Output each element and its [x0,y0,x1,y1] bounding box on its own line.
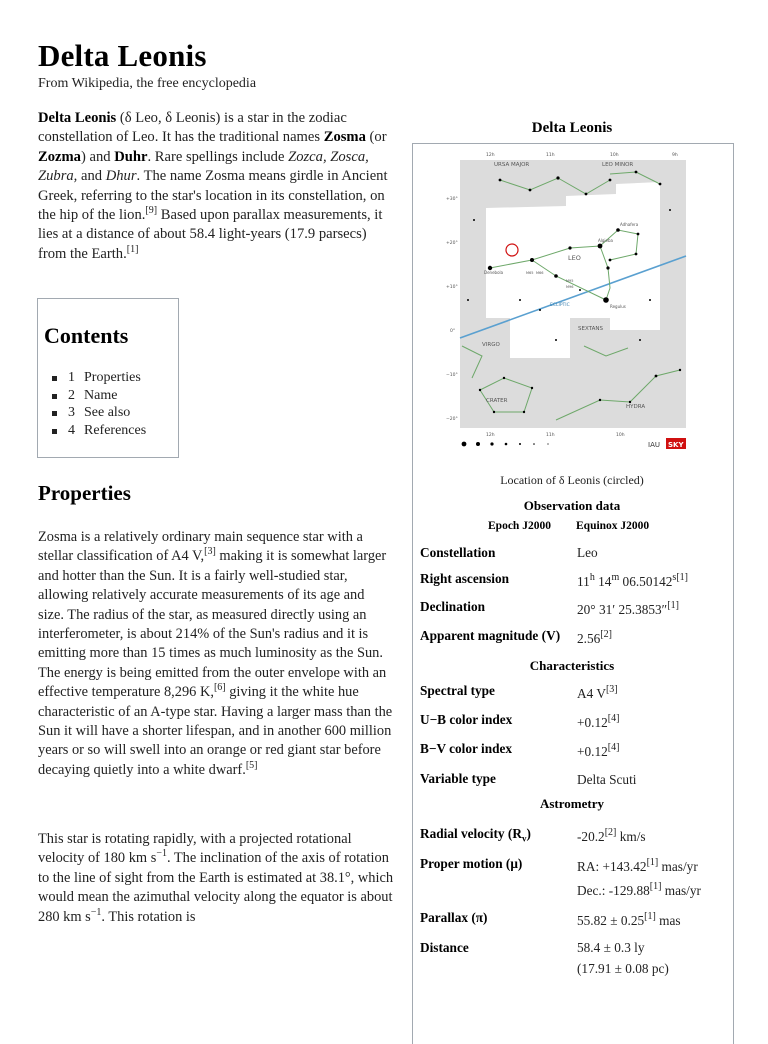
toc-number: 2 [68,387,75,403]
name-dhur: Dhur [105,168,137,185]
exponent: −1 [90,906,102,918]
magnitude-text: 2.56 [577,631,601,646]
lead-name: Delta Leonis [38,110,117,126]
body-text: This star is rotating rapidly, with a projected rotational velocity of 180 km s [38,831,352,867]
ra-unit: h [589,572,595,583]
bv-text: +0.12 [577,744,608,759]
label-spectral-type: Spectral type [420,683,495,698]
map-label-hydra: HYDRA [626,404,646,410]
rare-spellings: Zozca, Zosca, Zubra, [38,148,369,185]
toc-label: Properties [84,370,141,385]
ra-tick: 10h [610,153,619,158]
label-bv-color-index[interactable]: B−V color index [420,741,513,756]
label-proper-motion[interactable]: Proper motion (μ) [420,856,523,871]
ra-unit: s [672,572,677,583]
lead-text: (or [365,129,387,146]
body-text: Zosma is a relatively ordinary main sequence star with a stellar classification of A4 V, [38,529,363,565]
equinox-label: Equinox J2000 [576,520,650,532]
parallax-text: 55.82 ± 0.25 [577,913,645,928]
ra-seconds: 06.50142 [619,574,673,589]
radial-text: -20.2 [577,829,605,844]
reference-link[interactable]: [6] [213,682,226,694]
map-label-m65: M65 [526,271,534,275]
body-text: . This rotation is [101,908,196,925]
dec-tick: −20° [446,417,458,422]
label-variable-type[interactable]: Variable type [420,771,496,786]
map-label-virgo: VIRGO [482,342,500,348]
ra-tick: 10h [616,433,625,438]
dec-tick: +10° [446,285,458,290]
properties-paragraph-2 [38,830,394,927]
value-distance-pc: (17.91 ± 0.08 pc) [577,961,669,976]
reference-link[interactable]: [1] [667,600,679,611]
reference-link[interactable]: [9] [145,205,158,217]
value-radial-velocity [577,829,646,845]
section-observation-data: Observation data [523,498,621,513]
lead-text: ) and [80,148,115,165]
label-declination: Declination [420,599,486,614]
proper-ra-text: RA: +143.42 [577,859,647,874]
value-constellation[interactable]: Leo [577,545,598,560]
ra-unit: m [611,572,620,583]
map-label-ecliptic: ECLIPTIC [550,303,570,308]
parallax-unit: mas [655,913,681,928]
value-right-ascension [577,574,688,590]
table-of-contents [37,298,179,458]
map-label-leo-minor: LEO MINOR [602,162,634,168]
map-label-m95: M95 [566,279,574,283]
infobox-title: Delta Leonis [531,120,613,136]
map-label-m66: M66 [536,271,544,275]
reference-link[interactable]: [5] [245,759,258,771]
value-proper-motion-dec [577,883,701,899]
toc-item-references[interactable] [68,422,146,440]
spectral-text[interactable]: A4 V [577,686,606,701]
map-label-algieba: Algieba [598,238,613,243]
map-label-m96: M96 [566,285,574,289]
dec-tick: +30° [446,197,458,202]
label-radial-velocity[interactable] [420,826,531,844]
sky-logo-text: SKY [668,441,684,449]
map-label-ursa-major: URSA MAJOR [494,162,530,168]
toc-label: See also [84,405,131,421]
ra-tick: 12h [486,433,495,438]
reference-link[interactable]: [1] [646,857,659,868]
value-declination [577,602,679,618]
article-title: Delta Leonis [38,38,207,73]
map-label-adhafera: Adhafera [620,222,639,227]
value-parallax [577,913,681,929]
value-ub-color-index [577,715,619,731]
ra-tick: 11h [546,433,555,438]
section-astrometry: Astrometry [539,796,604,811]
article-subtitle: From Wikipedia, the free encyclopedia [38,76,257,91]
dec-tick: 0° [450,329,456,334]
reference-link[interactable]: [4] [607,742,620,753]
epoch-label: Epoch J2000 [488,520,551,532]
section-heading-properties: Properties [38,481,131,505]
exponent: −1 [156,848,167,860]
proper-dec-text: Dec.: -129.88 [577,883,650,898]
lead-text: and [77,168,106,185]
dec-tick: −10° [446,373,458,378]
section-characteristics: Characteristics [529,658,615,673]
ra-hours: 11 [577,574,590,589]
declination-text: 20° 31′ 25.3853″ [577,602,668,617]
radial-label-end: ) [526,826,531,841]
toc-item-name[interactable] [68,387,146,405]
toc-number: 3 [68,405,75,421]
reference-link[interactable]: [4] [607,713,620,724]
lead-text: . The name Zosma means girdle in Ancient Greek, referring to the star's location in its constellation, on the hip of the lion. [38,168,388,224]
toc-number: 4 [68,423,75,439]
value-spectral-type [577,686,618,702]
name-zozma: Zozma [38,148,81,165]
toc-number: 1 [68,370,75,385]
lead-text: . Rare spellings include [147,148,289,165]
body-text: . The inclination of the axis of rotation to the line of sight from the Earth is estimated at 38.1°, which would mean the azimuthal velocity along the equator is about 280 km s [38,850,394,925]
value-variable-type[interactable]: Delta Scuti [577,772,637,787]
label-apparent-magnitude: Apparent magnitude (V) [420,628,561,643]
reference-link[interactable]: [3] [605,684,618,695]
proper-ra-unit: mas/yr [658,859,698,874]
name-duhr: Duhr [114,148,148,165]
toc-item-see-also[interactable] [68,404,146,422]
label-parallax[interactable]: Parallax (π) [420,910,488,925]
label-constellation: Constellation [420,545,496,560]
ra-tick: 9h [672,153,678,158]
toc-label: References [84,423,147,439]
lead-text: (δ Leo, δ Leonis) is a star in the zodiac constellation of Leo. It has the traditional names [38,110,347,146]
label-right-ascension: Right ascension [420,571,510,586]
map-label-denebola: Denebola [484,270,504,275]
map-caption: Location of δ Leonis (circled) [500,473,644,487]
reference-link[interactable]: [1] [126,243,139,255]
value-proper-motion-ra [577,859,698,875]
map-label-regulus: Regulus [610,304,626,309]
ub-text: +0.12 [577,715,608,730]
reference-link[interactable]: [1] [644,911,656,922]
body-text: making it is somewhat larger and hotter than the Sun. It is a fairly well-studied star, allowing relatively accurate measurements of its age and size. The radius of the star, as measured directly using an interferometer, is about 214% of the Sun's radius and it is emitting more than 15 times as much luminosity as the Sun. The energy is being emitted from the outer envelope with an effective temperature 8,296 K, [38,548,387,701]
proper-dec-unit: mas/yr [661,883,701,898]
reference-link[interactable]: [2] [604,827,617,838]
map-label-crater: CRATER [486,398,508,404]
ra-minutes: 14 [594,574,612,589]
dec-tick: +20° [446,241,458,246]
toc-label: Name [84,387,118,403]
lead-text: Based upon parallax measurements, it lies at a distance of about 58.4 light-years (17.9 parsecs) from the Earth. [38,207,383,262]
radial-label-sub: v [521,833,527,844]
constellation-map[interactable] [446,150,686,452]
iau-logo: IAU [648,441,660,449]
reference-link[interactable]: [3] [204,546,216,558]
reference-link[interactable]: [1] [649,881,662,892]
value-distance-ly: 58.4 ± 0.3 ly [577,940,645,955]
lead-paragraph [38,109,394,264]
reference-link[interactable]: [2] [600,629,612,640]
label-distance[interactable]: Distance [420,940,469,955]
toc-title: Contents [44,323,129,348]
ra-tick: 12h [486,153,495,158]
value-apparent-magnitude [577,631,612,647]
map-label-leo: LEO [568,254,581,262]
radial-label-text: Radial velocity (R [420,826,522,841]
toc-item-properties[interactable] [68,369,146,387]
value-bv-color-index [577,744,619,760]
name-zosma: Zosma [323,129,366,146]
ra-tick: 11h [546,153,555,158]
label-ub-color-index[interactable]: U−B color index [420,712,513,727]
map-label-sextans: SEXTANS [578,326,603,332]
properties-paragraph-1 [38,528,394,780]
body-text: giving it the white hue characteristic of an A-type star. Having a larger mass than the Sun it will have a shorter lifespan, and in another 600 million years or so will swell into an orange or red giant star before decaying quietly into a white dwarf. [38,684,393,778]
toc-list [68,369,146,440]
radial-unit: km/s [616,829,646,844]
reference-link[interactable]: [1] [676,572,688,583]
